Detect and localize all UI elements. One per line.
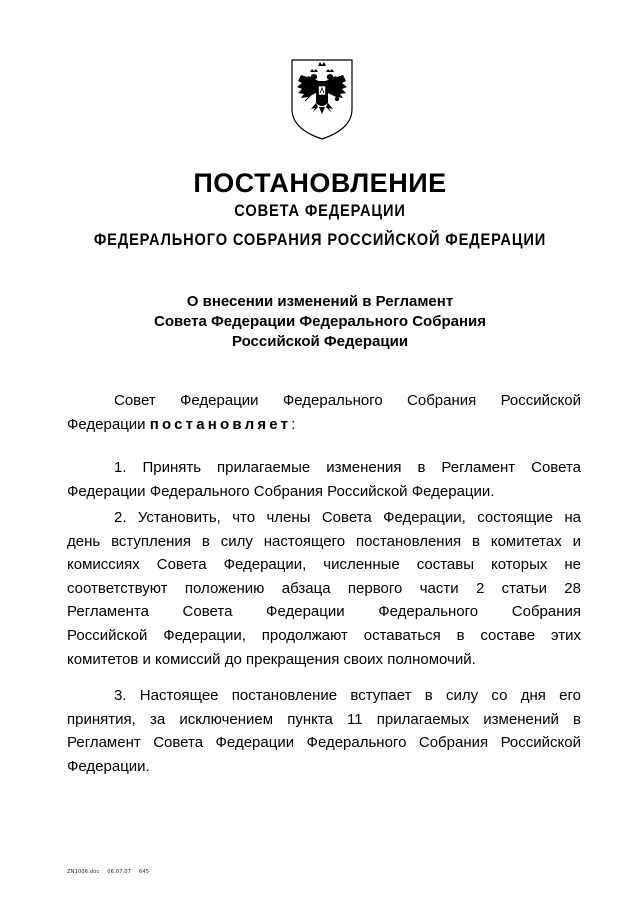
preamble-text: Федерации [67, 415, 146, 433]
preamble [67, 389, 581, 436]
footer-date: 06.07.07 [107, 869, 132, 875]
paragraph-line: комитетов и комиссий до прекращения своих полномочий. [67, 650, 476, 668]
preamble-line: Совет Федерации Федерального Собрания Российской [114, 392, 581, 409]
subject-line: О внесении изменений в Регламент [186, 293, 454, 310]
footer-code: 645 [138, 869, 150, 875]
subject-line: Российской Федерации [231, 333, 409, 350]
paragraph-line: 1. Принять прилагаемые изменения в Регламент Совета [114, 459, 581, 476]
paragraph-line: 3. Настоящее постановление вступает в силу со дня его [114, 687, 581, 704]
paragraph-line: 2. Установить, что члены Совета Федерации, состоящие на [114, 509, 581, 526]
subject-line: Совета Федерации Федерального Собрания [153, 313, 487, 330]
paragraph-line: соответствуют положению абзаца первого части 2 статьи 28 [67, 579, 581, 597]
paragraph-3 [67, 684, 581, 778]
paragraph-line: Федерации Федерального Собрания Российской Федерации. [67, 482, 495, 500]
paragraph-line: комиссиях Совета Федерации, численные составы которых не [67, 556, 581, 574]
paragraph-line: день вступления в силу настоящего постановления в комитетах и [67, 532, 581, 550]
paragraph-line: Регламента Совета Федерации Федерального Собрания [67, 603, 581, 621]
document-title: ПОСТАНОВЛЕНИЕ [193, 168, 447, 198]
paragraph-line: Российской Федерации, продолжают оставаться в составе этих [67, 626, 581, 644]
paragraph-1 [67, 456, 581, 503]
preamble-line [67, 413, 581, 437]
issuer-line-1: СОВЕТА ФЕДЕРАЦИИ [234, 201, 406, 220]
coat-of-arms-emblem [289, 57, 355, 141]
footer-filename: ZN1006.doc [67, 869, 100, 875]
paragraph-2 [67, 506, 581, 671]
decree-word: постановляет [149, 415, 292, 433]
coat-of-arms-icon [289, 57, 355, 141]
preamble-colon: : [291, 415, 296, 433]
paragraph-line: Федерации. [67, 757, 150, 775]
document-footer [67, 869, 155, 875]
issuer-line-2: ФЕДЕРАЛЬНОГО СОБРАНИЯ РОССИЙСКОЙ ФЕДЕРАЦИИ [93, 230, 547, 249]
paragraph-line: принятия, за исключением пункта 11 прилагаемых изменений в [67, 710, 581, 728]
document-subject [0, 292, 640, 352]
paragraph-line: Регламент Совета Федерации Федерального Собрания Российской [67, 734, 581, 752]
